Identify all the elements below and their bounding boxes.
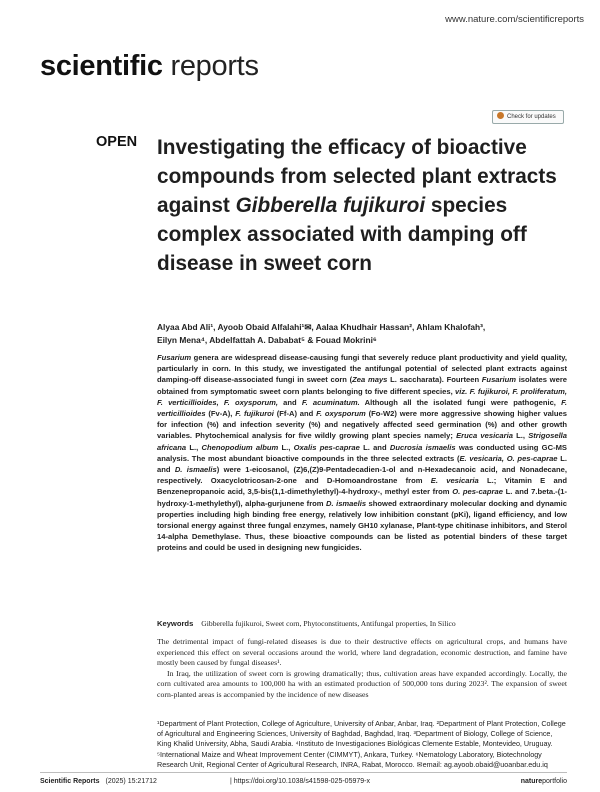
abstract-segment: and bbox=[278, 397, 302, 407]
body-paragraph-1: The detrimental impact of fungi-related diseases is due to their destructive effects on agricultural crops, and humans have experienced this effect on several occasions around the world, where land degradation, economic destruction, and famine have mostly been caused by fungal diseases¹. bbox=[157, 637, 567, 668]
abstract-segment: isolates were obtained from symptomatic sweet corn plants belonging to five different species, bbox=[157, 375, 567, 396]
publisher-logo bbox=[521, 776, 567, 788]
abstract-segment: E. vesicaria bbox=[430, 476, 479, 486]
abstract-segment: D. ismaelis bbox=[174, 465, 217, 475]
abstract-segment: Chenopodium album bbox=[201, 442, 279, 452]
title-part-2: species complex associated with damping off disease in sweet corn bbox=[157, 194, 527, 275]
abstract-segment: L., bbox=[186, 442, 202, 452]
footer-doi[interactable]: | https://doi.org/10.1038/s41598-025-05979-x bbox=[230, 778, 370, 785]
page-footer bbox=[40, 776, 567, 788]
abstract-segment: Strigosella africana bbox=[157, 431, 568, 452]
keywords-list: Gibberella fujikuroi, Sweet corn, Phytoconstituents, Antifungal properties, In Silico bbox=[201, 619, 456, 628]
abstract-segment: L., bbox=[278, 442, 294, 452]
authors-line-2: Eilyn Mena⁴, Abdelfattah A. Dababat⁵ & Fouad Mokrini⁶ bbox=[157, 335, 377, 345]
masthead-light: reports bbox=[170, 50, 259, 82]
journal-url[interactable]: www.nature.com/scientificreports bbox=[445, 14, 584, 25]
abstract-segment: E. vesicaria, O. pes-caprae bbox=[459, 453, 558, 463]
abstract-segment: L. and 7.beta.-(1-hydroxy-1-methylethyl), alpha-gurjunene from bbox=[157, 487, 567, 508]
masthead-bold: scientific bbox=[40, 50, 163, 82]
abstract-segment: (Ff-A) and bbox=[273, 409, 317, 419]
abstract-segment: Oxalis pes-caprae bbox=[293, 442, 360, 452]
footer-divider bbox=[40, 772, 567, 773]
abstract-segment: L.; Vitamin E and Benzenepropanoic acid, 3,5-bis(1,1-dimethylethyl)-4-hydroxy-, methyl ester from bbox=[157, 476, 567, 497]
abstract-segment: Fusarium bbox=[481, 375, 516, 385]
abstract-segment: ) were 1-eicosanol, (Z)6,(Z)9-Pentadecadien-1-ol and n-Hexadecanoic acid, and Nonadecane, respectively. Oxacyclotricosan-2-one and D-Homoandrostane from bbox=[157, 465, 567, 486]
body-text bbox=[157, 637, 567, 701]
abstract-segment: Eruca vesicaria bbox=[456, 431, 513, 441]
affiliations: ¹Department of Plant Protection, College of Agriculture, University of Anbar, Anbar, Iraq. ²Department of Plant Protection, College of Agricultural and Engineering Sciences, University of Baghdad, Baghdad, Iraq. ³Department of Biology, College of Science, King Khalid University, Abha, Saudi Arabia. ⁴Instituto de Investigaciones Biológicas Clemente Estable, Montevideo, Uruguay. ⁵International Maize and Wheat Improvement Center (CIMMYT), Ankara, Turkey. ⁶Nematology Laboratory, Biotechnology Research Unit, Regional Center of Agricultural Research, INRA, Rabat, Morocco. ✉email: ag.ayoob.obaid@uoanbar.edu.iq bbox=[157, 719, 566, 769]
keywords bbox=[157, 618, 567, 629]
footer-volume: (2025) 15:21712 bbox=[105, 778, 157, 785]
abstract-segment: Fusarium bbox=[157, 353, 192, 362]
update-badge-icon bbox=[497, 112, 504, 119]
article-title bbox=[157, 133, 567, 278]
abstract-segment: F. verticillioides bbox=[157, 397, 567, 419]
abstract-segment: L., bbox=[512, 431, 529, 441]
abstract-segment: (Fo-W2) were more aggressive showing higher values for infection (%) and infection severity (%) and negatively affected seed germination (%) and other growth variables. Phytochemical analysis for five wildly growing plant species namely; bbox=[157, 409, 567, 441]
title-part-1: Investigating the efficacy of bioactive compounds from selected plant extracts against bbox=[157, 136, 557, 217]
publisher-light: portfolio bbox=[542, 778, 567, 785]
abstract-segment: F. oxysporum bbox=[316, 409, 366, 419]
abstract-segment: Ducrosia ismaelis bbox=[389, 442, 456, 452]
abstract-segment: viz. F. fujikuroi, F. proliferatum, F. verticillioides, F. oxysporum, bbox=[157, 386, 567, 407]
keywords-label: Keywords bbox=[157, 619, 194, 628]
journal-masthead bbox=[40, 50, 259, 82]
abstract-segment: was conducted using GC-MS analysis. The most abundant bioactive compounds in the three selected extracts ( bbox=[157, 442, 567, 463]
abstract-segment: Although all the isolated fungi were pathogenic, bbox=[359, 397, 562, 407]
author-list bbox=[157, 321, 567, 347]
abstract-segment: showed extraordinary molecular docking and dynamic properties including high binding free energy, relatively low inhibition constant (pKi), ligand efficiency, and low torsional energy against three fungal enzymes, namely GH10 xylanase, Plant-type chitinase inhibitors, and Sterol 14-alpha Demethylase. Thus, these bioactive compounds can be listed as potential binders of these target proteins and could be used in designing new fungicides. bbox=[157, 498, 567, 553]
abstract-segment: F. fujikuroi bbox=[235, 409, 274, 419]
abstract-segment: (Fv-A), bbox=[205, 409, 236, 419]
abstract-segment: F. acuminatum. bbox=[301, 397, 360, 407]
footer-journal: Scientific Reports bbox=[40, 778, 100, 785]
publisher-bold: nature bbox=[520, 778, 543, 785]
abstract-segment: D. ismaelis bbox=[326, 498, 367, 508]
authors-line-1: Alyaa Abd Ali¹, Ayoob Obaid Alfalahi¹✉, Aalaa Khudhair Hassan², Ahlam Khalofah³, bbox=[157, 322, 486, 332]
abstract-segment: genera are widespread disease-causing fungi that severely reduce plant productivity and yield quality, particularly in corn. In this study, we investigated the antifungal potential of selected plant extracts against damping-off disease-associated fungi in sweet corn ( bbox=[157, 353, 567, 385]
title-italic: Gibberella fujikuroi bbox=[235, 194, 426, 217]
body-paragraph-2: In Iraq, the utilization of sweet corn is growing dramatically; thus, cultivation areas have expanded accordingly. Locally, the corn cultivated area amounts to 100,000 ha with an estimated production of 500,000 tons during 2023². The expansion of sweet corn-planted areas is accompanied by the incidence of new diseases bbox=[157, 668, 567, 699]
abstract-segment: L. saccharata). Fourteen bbox=[387, 375, 482, 385]
abstract-segment: L. and bbox=[359, 442, 390, 452]
check-updates-label: Check for updates bbox=[507, 114, 556, 120]
check-for-updates-button[interactable] bbox=[492, 110, 564, 124]
abstract-segment: Zea mays bbox=[352, 375, 388, 385]
abstract bbox=[157, 352, 567, 554]
open-access-label: OPEN bbox=[96, 134, 138, 150]
abstract-segment: L. and bbox=[157, 453, 567, 475]
abstract-segment: O. pes-caprae bbox=[452, 487, 503, 497]
